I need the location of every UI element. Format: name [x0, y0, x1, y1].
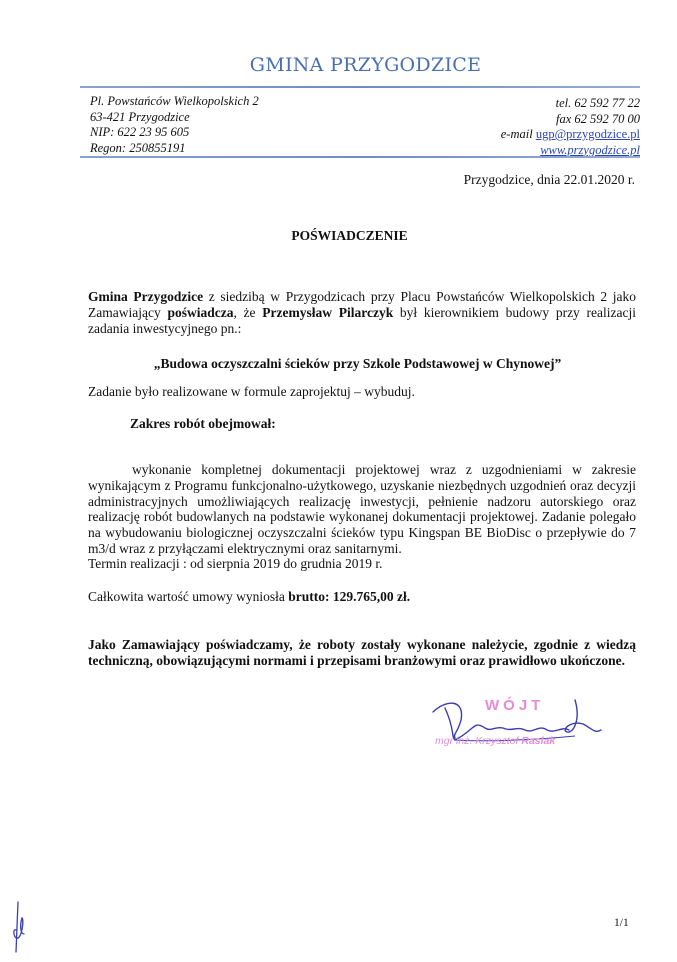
- email-link[interactable]: ugp@przygodzice.pl: [535, 127, 640, 141]
- address-block: [90, 94, 259, 156]
- paragraph-value: [88, 589, 636, 605]
- stamp-title: WÓJT: [485, 697, 545, 714]
- contact-fax: fax 62 592 70 00: [555, 111, 640, 126]
- intro-text-1: z siedzibą w Przygodzicach przy Placu Powstańców Wielkopolskich 2 jako Zamawiający: [88, 289, 636, 320]
- paragraph-term: Termin realizacji : od sierpnia 2019 do grudnia 2019 r.: [88, 556, 383, 571]
- person-name: Przemysław Pilarczyk: [262, 304, 394, 320]
- project-name: „Budowa oczyszczalni ścieków przy Szkole Podstawowej w Chynowej”: [153, 356, 562, 371]
- intro-text-3: był kierownikiem budowy przy realizacji zadania inwestycyjnego pn.:: [88, 304, 636, 336]
- paragraph-intro: [88, 289, 636, 336]
- website-link[interactable]: www.przygodzice.pl: [540, 142, 640, 157]
- address-regon: Regon: 250855191: [90, 140, 186, 155]
- document-title: POŚWIADCZENIE: [291, 228, 408, 243]
- stamp-surname: Raslak: [521, 735, 556, 747]
- stamp-name: [435, 735, 555, 747]
- address-street: Pl. Powstańców Wielkopolskich 2: [90, 94, 259, 108]
- email-label: e-mail: [500, 127, 536, 141]
- paragraph-scope: wykonanie kompletnej dokumentacji projektowej wraz z uzgodnieniami w zakresie wynikającym z Programu funkcjonalno-użytkowego, uzyskanie niezbędnych uzgodnień oraz decyzji administracyjnych umożliwiających realizację inwestycji, pełnienie nadzoru autorskiego oraz realizację robót budowlanych na podstawie wykonanej dokumentacji projektowej. Zadanie polegało na wybudowaniu biologicznej oczyszczalni ścieków typu Kingspan BE BioDisc o przepływie do 7 m3/d wraz z przyłączami elektrycznymi oraz sanitarnymi.: [88, 462, 636, 556]
- contract-amount: 129.765,00 zł.: [332, 589, 411, 604]
- address-nip: NIP: 622 23 95 605: [90, 125, 190, 139]
- org-bold: Gmina Przygodzice: [88, 289, 204, 304]
- scope-heading: Zakres robót obejmował:: [130, 416, 276, 431]
- paragraph-formula: Zadanie było realizowane w formule zaprojektuj – wybuduj.: [88, 384, 415, 399]
- contact-tel: tel. 62 592 77 22: [555, 96, 640, 110]
- certifies-bold: poświadcza: [167, 304, 234, 320]
- header-rule-bottom: [80, 156, 640, 158]
- gross-label: brutto:: [288, 589, 333, 604]
- header-rule-top: [80, 86, 640, 88]
- stamp-prefix: mgr inż. Krzysztof: [435, 735, 522, 747]
- date-line: Przygodzice, dnia 22.01.2020 r.: [463, 172, 635, 187]
- page-number: 1/1: [614, 917, 629, 929]
- address-postal: 63-421 Przygodzice: [90, 109, 190, 124]
- organization-name: GMINA PRZYGODZICE: [249, 54, 482, 76]
- paragraph-confirmation: Jako Zamawiający poświadczamy, że roboty zostały wykonane należycie, zgodnie z wiedzą techniczną, obowiązującymi normami i przepisami branżowymi oraz prawidłowo ukończone.: [88, 637, 636, 668]
- initials-mark-icon: [10, 900, 30, 955]
- contact-email-row: [501, 127, 640, 143]
- intro-text-2: , że: [233, 304, 263, 320]
- value-label: Całkowita wartość umowy wyniosła: [88, 589, 289, 604]
- contact-block: [501, 96, 640, 158]
